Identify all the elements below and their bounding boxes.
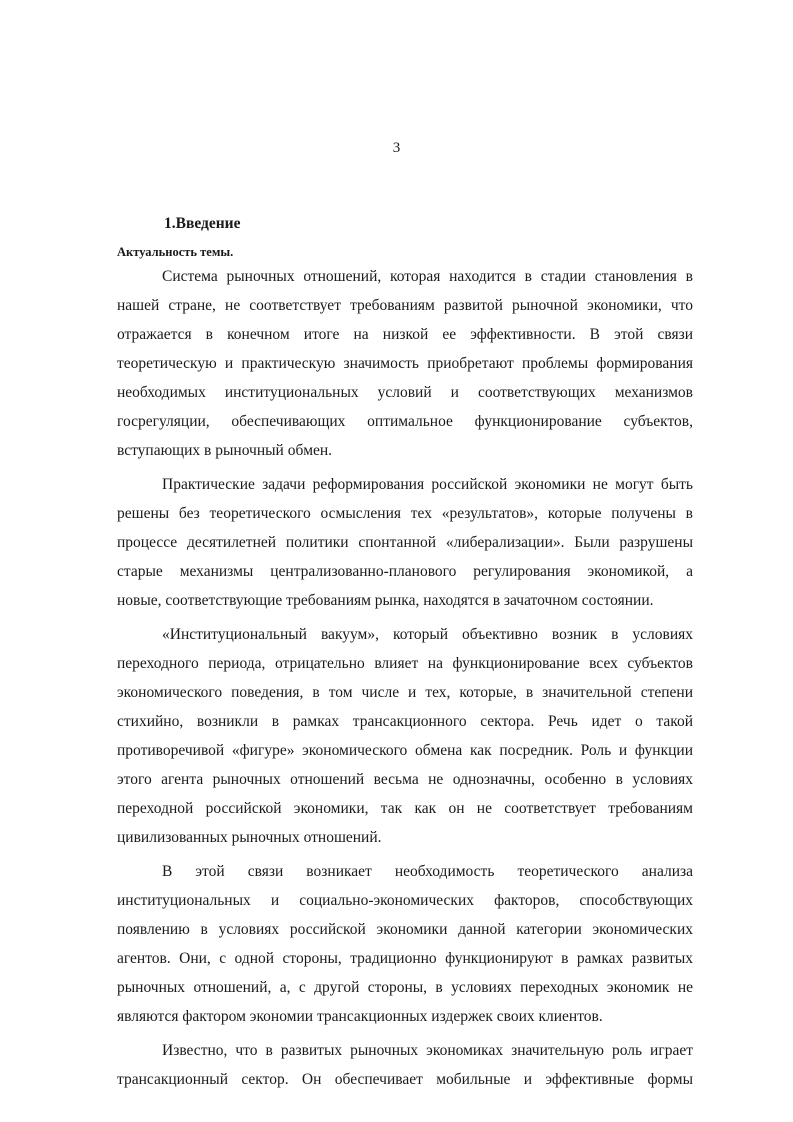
text-line: цивилизованных рыночных отношений. — [117, 829, 382, 846]
paragraph — [117, 857, 693, 1031]
text-line: экономического поведения, в том числе и тех, которые, в значительной степени — [117, 684, 693, 701]
text-line: Система рыночных отношений, которая находится в стадии становления в — [162, 268, 693, 285]
text-line: процессе десятилетней политики спонтанной «либерализации». Были разрушены — [117, 534, 693, 551]
paragraph — [117, 470, 693, 615]
text-line: этого агента рыночных отношений весьма не однозначны, особенно в условиях — [117, 771, 693, 788]
text-line: старые механизмы централизованно-планового регулирования экономикой, а — [117, 563, 693, 580]
text-line: отражается в конечном итоге на низкой ее эффективности. В этой связи — [117, 326, 693, 343]
text-line: рыночных отношений, а, с другой стороны, в условиях переходных экономик не — [117, 979, 693, 996]
paragraph — [117, 262, 693, 465]
text-line: решены без теоретического осмысления тех «результатов», которые получены в — [117, 505, 693, 522]
section-heading: 1.Введение — [164, 215, 241, 232]
text-line: необходимых институциональных условий и соответствующих механизмов — [117, 384, 693, 401]
text-line: являются фактором экономии трансакционных издержек своих клиентов. — [117, 1008, 603, 1025]
text-line: «Институциональный вакуум», который объективно возник в условиях — [162, 626, 693, 643]
text-line: агентов. Они, с одной стороны, традиционно функционируют в рамках развитых — [117, 950, 693, 967]
text-line: нашей стране, не соответствует требованиям развитой рыночной экономики, что — [117, 297, 693, 314]
text-line: новые, соответствующие требованиям рынка, находятся в зачаточном состоянии. — [117, 592, 654, 609]
text-line: переходной российской экономики, так как он не соответствует требованиям — [117, 800, 693, 817]
text-line: институциональных и социально-экономических факторов, способствующих — [117, 892, 693, 909]
text-line: переходного периода, отрицательно влияет на функционирование всех субъектов — [117, 655, 693, 672]
text-line: Практические задачи реформирования российской экономики не могут быть — [162, 476, 693, 493]
page-number: 3 — [392, 140, 401, 156]
section-subheading: Актуальность темы. — [117, 245, 234, 259]
text-line: теоретическую и практическую значимость приобретают проблемы формирования — [117, 355, 693, 372]
text-line: Известно, что в развитых рыночных экономиках значительную роль играет — [162, 1042, 693, 1059]
text-line: появлению в условиях российской экономики данной категории экономических — [117, 921, 693, 938]
paragraph — [117, 1036, 693, 1094]
text-line: противоречивой «фигуре» экономического обмена как посредник. Роль и функции — [117, 742, 693, 759]
text-line: трансакционный сектор. Он обеспечивает мобильные и эффективные формы — [117, 1071, 693, 1088]
body-text — [117, 262, 693, 1099]
text-line: вступающих в рыночный обмен. — [117, 442, 333, 459]
paragraph — [117, 620, 693, 852]
text-line: госрегуляции, обеспечивающих оптимальное функционирование субъектов, — [117, 413, 693, 430]
text-line: стихийно, возникли в рамках трансакционного сектора. Речь идет о такой — [117, 713, 693, 730]
text-line: В этой связи возникает необходимость теоретического анализа — [162, 863, 693, 880]
